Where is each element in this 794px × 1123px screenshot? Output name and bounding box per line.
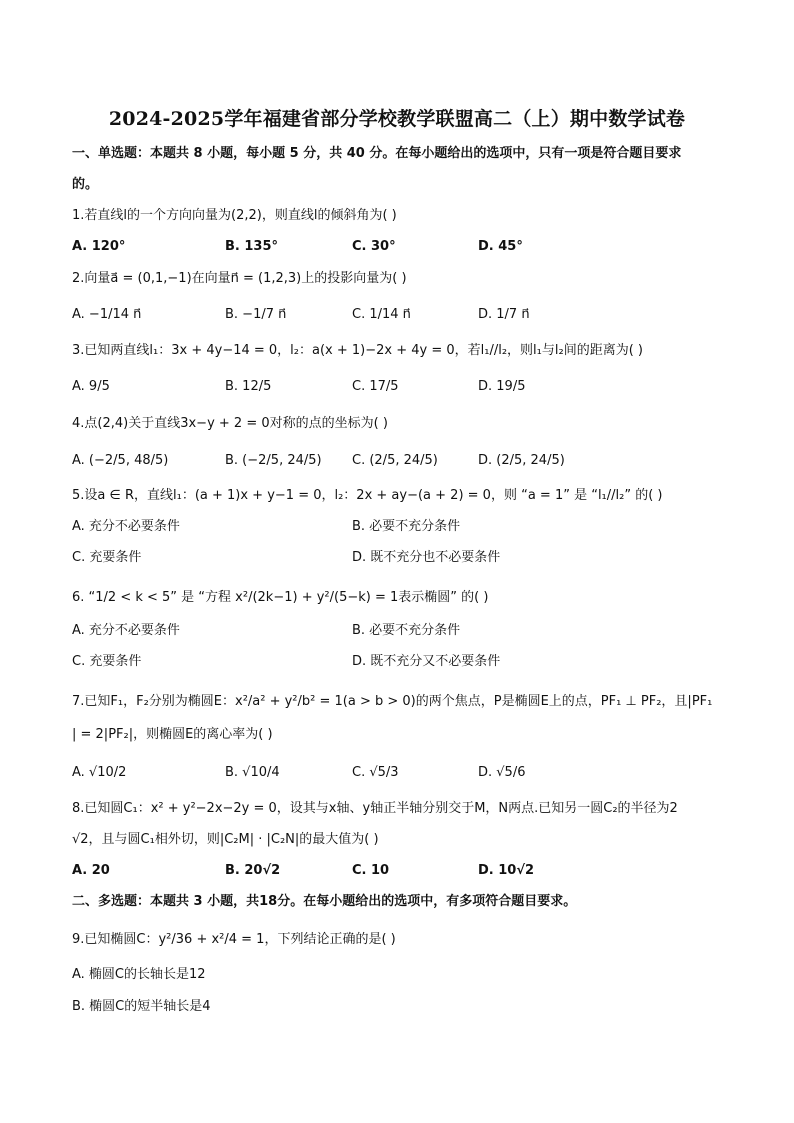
q5-option-b: B. 必要不充分条件 [352,519,461,534]
question-9: 9.已知椭圆C：y²/36 + x²/4 = 1，下列结论正确的是( ) [72,932,396,947]
question-7-cont: | = 2|PF₂|，则椭圆E的离心率为( ) [72,727,273,742]
question-5: 5.设a ∈ R，直线l₁：(a + 1)x + y−1 = 0，l₂：2x + ay−(a + 2) = 0，则 “a = 1” 是 “l₁//l₂” 的( ) [72,488,663,503]
q2-option-b: B. −1/7 n⃗ [225,307,287,322]
q8-option-c: C. 10 [352,863,390,878]
q9-option-a: A. 椭圆C的长轴长是12 [72,967,206,982]
q1-option-b: B. 135° [225,239,279,254]
q6-option-c: C. 充要条件 [72,654,142,669]
q2-option-d: D. 1/7 n⃗ [478,307,530,322]
q4-option-c: C. (2/5, 24/5) [352,453,438,468]
q8-option-b: B. 20√2 [225,863,281,878]
q4-option-a: A. (−2/5, 48/5) [72,453,169,468]
q4-option-d: D. (2/5, 24/5) [478,453,565,468]
q3-option-a: A. 9/5 [72,379,110,394]
question-2: 2.向量a⃗ = (0,1,−1)在向量n⃗ = (1,2,3)上的投影向量为( ) [72,271,407,286]
q3-option-b: B. 12/5 [225,379,272,394]
section-2-heading: 二、多选题：本题共 3 小题，共18分。在每小题给出的选项中，有多项符合题目要求。 [72,894,577,909]
q7-option-b: B. √10/4 [225,765,280,780]
q7-option-a: A. √10/2 [72,765,127,780]
q9-option-b: B. 椭圆C的短半轴长是4 [72,999,211,1014]
q3-option-d: D. 19/5 [478,379,526,394]
q5-option-a: A. 充分不必要条件 [72,519,180,534]
question-3: 3.已知两直线l₁：3x + 4y−14 = 0，l₂：a(x + 1)−2x + 4y = 0，若l₁//l₂，则l₁与l₂间的距离为( ) [72,343,643,358]
page-title: 2024-2025学年福建省部分学校教学联盟高二（上）期中数学试卷 [108,108,686,130]
question-7: 7.已知F₁，F₂分别为椭圆E：x²/a² + y²/b² = 1(a > b > 0)的两个焦点，P是椭圆E上的点，PF₁ ⊥ PF₂，且|PF₁ [72,694,713,709]
q5-option-c: C. 充要条件 [72,550,142,565]
q1-option-a: A. 120° [72,239,126,254]
question-8-cont: √2，且与圆C₁相外切，则|C₂M| · |C₂N|的最大值为( ) [72,832,379,847]
q1-option-c: C. 30° [352,239,396,254]
q4-option-b: B. (−2/5, 24/5) [225,453,322,468]
q7-option-d: D. √5/6 [478,765,526,780]
question-1: 1.若直线l的一个方向向量为(2,2)，则直线l的倾斜角为( ) [72,208,397,223]
q7-option-c: C. √5/3 [352,765,399,780]
q2-option-c: C. 1/14 n⃗ [352,307,411,322]
section-1-heading: 一、单选题：本题共 8 小题，每小题 5 分，共 40 分。在每小题给出的选项中，只有一项是符合题目要求 [72,146,682,161]
q8-option-d: D. 10√2 [478,863,535,878]
q5-option-d: D. 既不充分也不必要条件 [352,550,501,565]
q1-option-d: D. 45° [478,239,523,254]
q6-option-b: B. 必要不充分条件 [352,623,461,638]
q3-option-c: C. 17/5 [352,379,399,394]
section-1-heading-cont: 的。 [72,177,99,192]
question-8: 8.已知圆C₁：x² + y²−2x−2y = 0，设其与x轴、y轴正半轴分别交于M，N两点.已知另一圆C₂的半径为2 [72,801,678,816]
q6-option-d: D. 既不充分又不必要条件 [352,654,501,669]
q2-option-a: A. −1/14 n⃗ [72,307,142,322]
question-6: 6. “1/2 < k < 5” 是 “方程 x²/(2k−1) + y²/(5−k) = 1表示椭圆” 的( ) [72,590,489,605]
q6-option-a: A. 充分不必要条件 [72,623,180,638]
question-4: 4.点(2,4)关于直线3x−y + 2 = 0对称的点的坐标为( ) [72,416,388,431]
q8-option-a: A. 20 [72,863,110,878]
